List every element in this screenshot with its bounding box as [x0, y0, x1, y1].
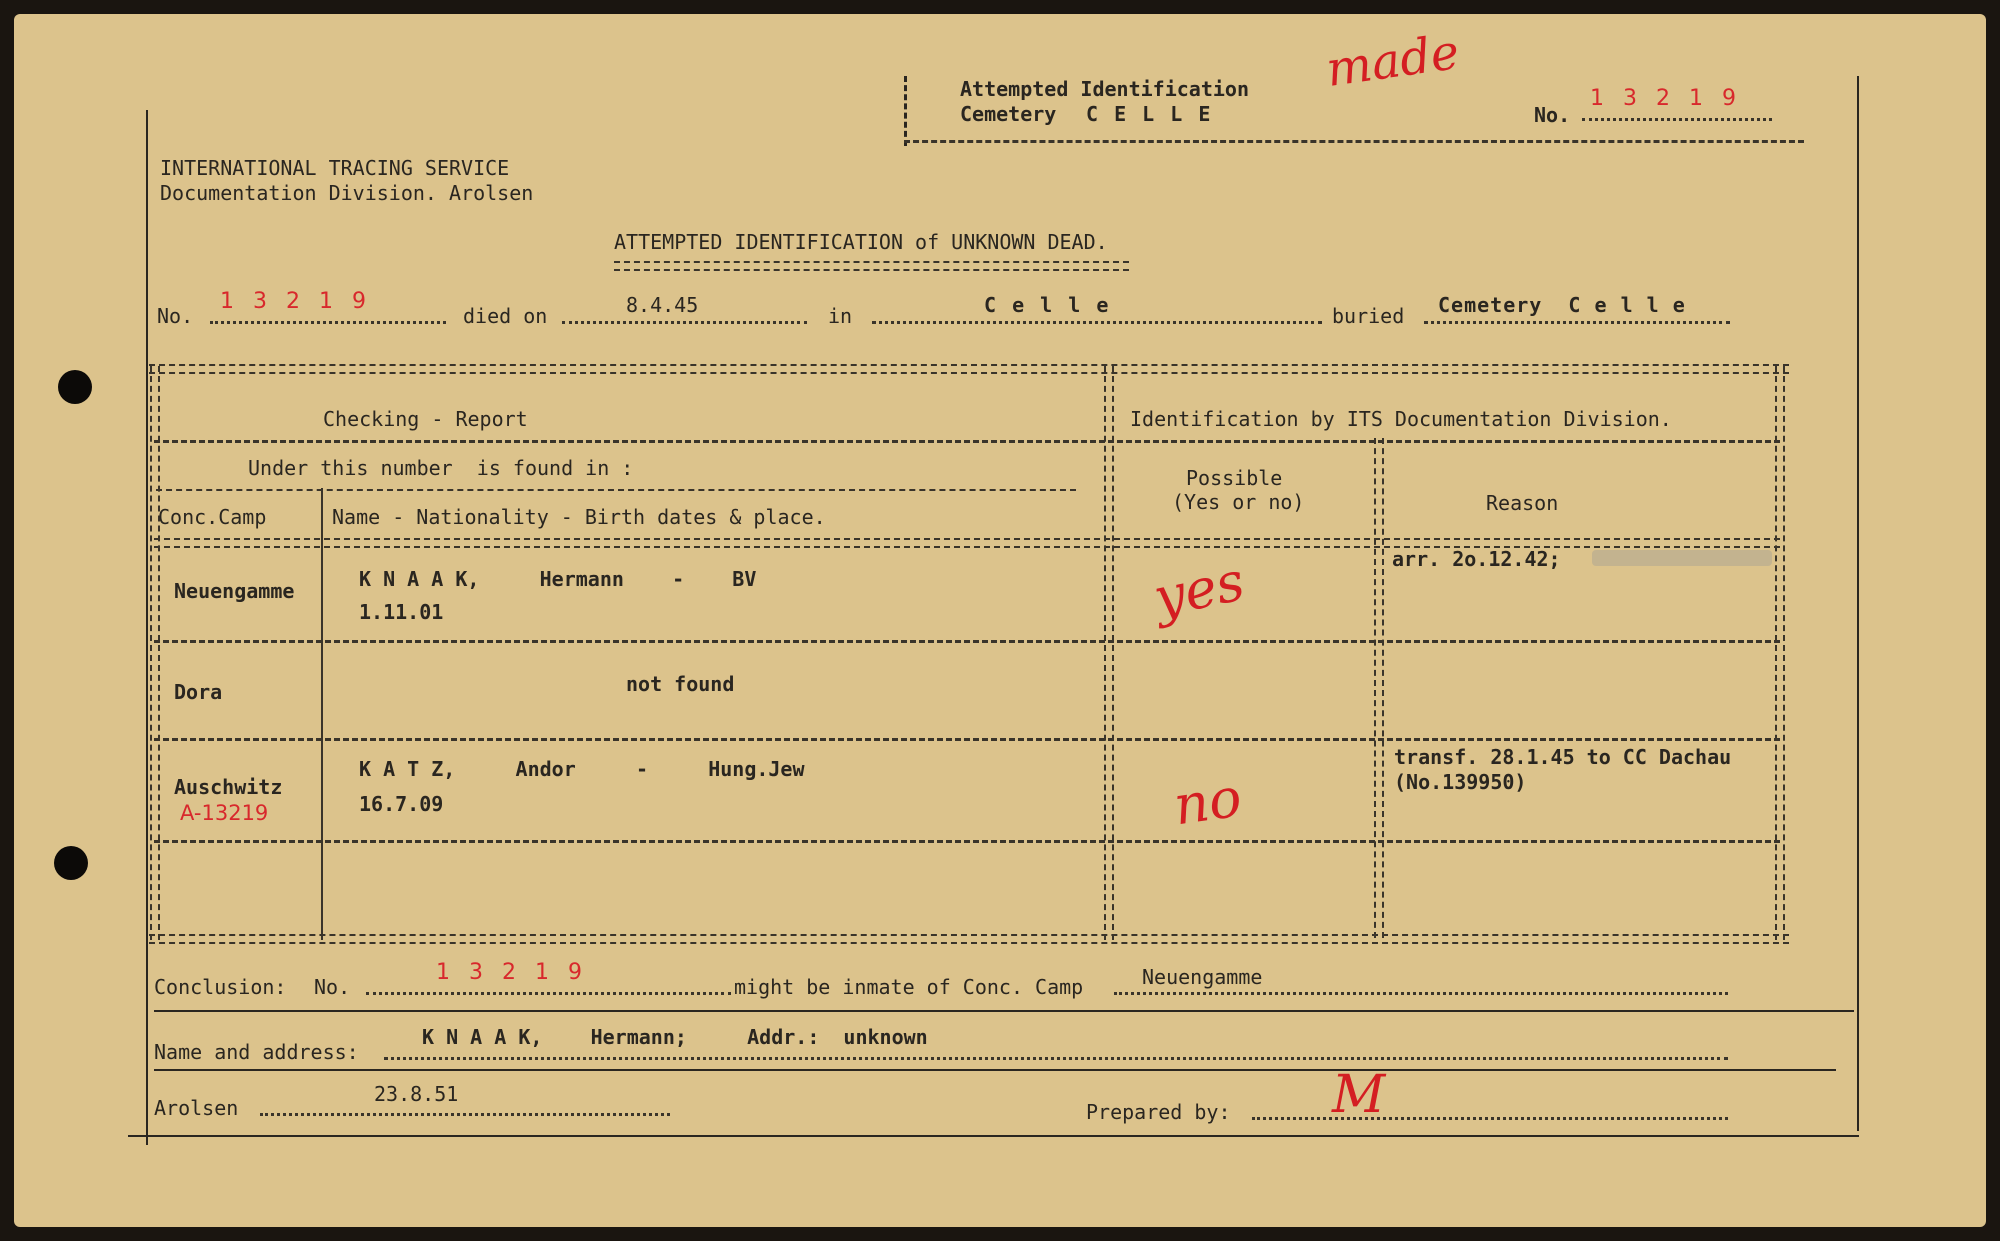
record-no-value: 1 3 2 1 9 — [220, 289, 372, 314]
row3-divider — [154, 840, 1780, 843]
record-in-label: in — [828, 304, 853, 328]
table-camp-divider — [321, 488, 323, 940]
frame-left-line — [146, 110, 148, 1145]
row3-name-line2: 16.7.09 — [359, 792, 444, 816]
title-underline — [614, 261, 1129, 271]
header-cemetery-label: Cemetery — [960, 102, 1057, 126]
header-box-bottom-line — [904, 140, 1804, 143]
header-row-divider — [154, 440, 1780, 443]
row3-reason-line1: transf. 28.1.45 to CC Dachau — [1394, 745, 1732, 769]
subheader-divider — [156, 489, 1076, 491]
table-center-divider — [1104, 366, 1114, 940]
header-no-label: No. — [1534, 103, 1571, 127]
redaction-smudge — [1592, 550, 1772, 566]
conclusion-rule — [154, 1010, 1854, 1012]
punch-hole-top — [58, 370, 92, 404]
checking-report-header: Checking - Report — [323, 407, 528, 431]
conclusion-camp-value: Neuengamme — [1142, 965, 1263, 989]
record-in-dots — [872, 321, 1322, 324]
index-card — [14, 14, 1986, 1227]
punch-hole-bottom — [54, 846, 88, 880]
frame-bottom-line — [128, 1135, 1859, 1137]
row3-possible-handwritten: no — [1169, 765, 1246, 838]
conclusion-camp-dots — [1114, 992, 1728, 995]
row2-name-line1: not found — [626, 672, 735, 696]
col-name-header: Name - Nationality - Birth dates & place. — [332, 505, 826, 529]
under-number-subheader: Under this number is found in : — [248, 456, 634, 480]
handwritten-made: made — [1322, 23, 1463, 99]
prepared-by-initial: M — [1332, 1065, 1386, 1125]
name-address-label: Name and address: — [154, 1040, 359, 1064]
row1-divider — [154, 640, 1780, 643]
row1-camp: Neuengamme — [174, 579, 295, 603]
record-buried-value: Cemetery C e l l e — [1438, 293, 1686, 317]
identification-header: Identification by ITS Documentation Division. — [1130, 407, 1672, 431]
conclusion-label: Conclusion: — [154, 975, 287, 999]
conclusion-no-label: No. — [314, 975, 351, 999]
record-died-dots — [562, 321, 807, 324]
table-right-border — [1775, 366, 1785, 940]
header-box-left-line — [904, 76, 907, 146]
table-top-border — [149, 364, 1789, 374]
row1-name-line2: 1.11.01 — [359, 600, 444, 624]
name-address-rule — [154, 1069, 1836, 1071]
footer-date-dots — [260, 1113, 670, 1116]
header-title: Attempted Identification — [960, 77, 1249, 101]
prepared-by-dots — [1252, 1117, 1728, 1120]
col-possible-header-1: Possible — [1186, 466, 1283, 490]
row1-possible-handwritten: yes — [1148, 549, 1250, 630]
row2-camp: Dora — [174, 680, 223, 704]
table-left-border — [150, 366, 160, 940]
name-address-dots — [384, 1057, 1728, 1060]
frame-right-line — [1857, 76, 1859, 1131]
conclusion-no-value: 1 3 2 1 9 — [436, 960, 588, 985]
conclusion-no-dots — [366, 992, 731, 995]
form-title: ATTEMPTED IDENTIFICATION of UNKNOWN DEAD. — [614, 230, 1108, 254]
row3-reason-line2: (No.139950) — [1394, 770, 1527, 794]
row1-name-line1: K N A A K, Hermann - BV — [359, 567, 757, 591]
footer-place: Arolsen — [154, 1096, 239, 1120]
row3-camp-note: A-13219 — [180, 801, 269, 825]
record-no-label: No. — [157, 304, 194, 328]
row3-camp: Auschwitz — [174, 775, 283, 799]
footer-date: 23.8.51 — [374, 1082, 459, 1106]
org-line-2: Documentation Division. Arolsen — [160, 181, 534, 205]
col-possible-header-2: (Yes or no) — [1172, 490, 1305, 514]
col-reason-header: Reason — [1486, 491, 1559, 515]
col-camp-header: Conc.Camp — [158, 505, 267, 529]
row2-divider — [154, 738, 1780, 741]
record-buried-label: buried — [1332, 304, 1405, 328]
org-line-1: INTERNATIONAL TRACING SERVICE — [160, 156, 510, 180]
table-bottom-border — [149, 934, 1789, 944]
record-in-value: C e l l e — [984, 293, 1111, 317]
header-no-dots — [1582, 118, 1772, 121]
record-buried-dots — [1424, 321, 1730, 324]
record-died-value: 8.4.45 — [626, 293, 699, 317]
header-no-value: 1 3 2 1 9 — [1590, 86, 1742, 111]
row1-reason-line1: arr. 2o.12.42; — [1392, 547, 1561, 571]
table-reason-divider — [1374, 438, 1384, 938]
record-died-label: died on — [463, 304, 548, 328]
header-cemetery-value: C E L L E — [1086, 102, 1213, 126]
prepared-by-label: Prepared by: — [1086, 1100, 1231, 1124]
conclusion-text: might be inmate of Conc. Camp — [734, 975, 1084, 999]
row3-name-line1: K A T Z, Andor - Hung.Jew — [359, 757, 805, 781]
name-address-value: K N A A K, Hermann; Addr.: unknown — [422, 1025, 928, 1049]
record-no-dots — [210, 321, 446, 324]
